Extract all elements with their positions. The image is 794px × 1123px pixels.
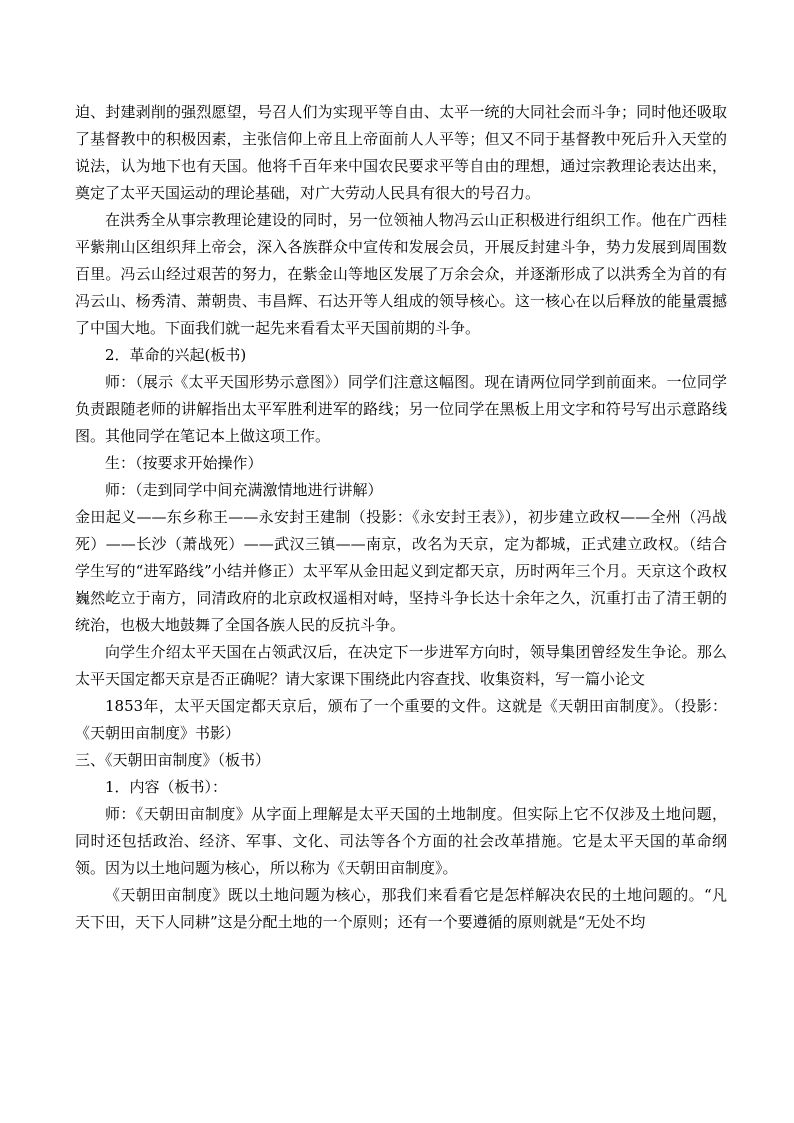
paragraph-2: 在洪秀全从事宗教理论建设的同时，另一位领袖人物冯云山正积极进行组织工作。他在广西桂平紫荆山区组织拜上帝会，深入各族群众中宣传和发展会员，开展反封建斗争，势力发展到周围数百里。冯云山经过艰苦的努力，在紫金山等地区发展了万余会众，并逐渐形成了以洪秀全为首的有冯云山、杨秀清、萧朝贵、韦昌辉、石达开等人组成的领导核心。这一核心在以后释放的能量震撼了中国大地。下面我们就一起先来看看太平天国前期的斗争。: [75, 211, 727, 337]
paragraph-teacher-lecture: 师：（走到同学中间充满激情地进行讲解）: [105, 481, 383, 499]
paragraph-land-principle: 《天朝田亩制度》既以土地问题为核心，那我们来看看它是怎样解决农民的土地问题的。“凡天下田，天下人同耕”这是分配土地的一个原则；还有一个要遵循的原则就是“无处不均: [75, 886, 727, 931]
paragraph-student-action: 生：（按要求开始操作）: [105, 454, 263, 472]
paragraph-march-route: 金田起义——东乡称王——永安封王建制（投影：《永安封王表》），初步建立政权——全州（冯战死）——长沙（萧战死）——武汉三镇——南京，改名为天京，定为都城，正式建立政权。（结合学生写的“进军路线”小结并修正）太平军从金田起义到定都天京，历时两年三个月。天京这个政权巍然屹立于南方，同清政府的北京政权遥相对峙，坚持斗争长达十余年之久，沉重打击了清王朝的统治，也极大地鼓舞了全国各族人民的反抗斗争。: [75, 508, 727, 634]
paragraph-teacher-map: 师：（展示《太平天国形势示意图》）同学们注意这幅图。现在请两位同学到前面来。一位同学负责跟随老师的讲解指出太平军胜利进军的路线；另一位同学在黑板上用文字和符号写出示意路线图。其他同学在笔记本上做这项工作。: [75, 373, 727, 445]
section-heading-land-system: 三、《天朝田亩制度》（板书）: [75, 751, 271, 769]
paragraph-1853: 1853年，太平天国定都天京后，颁布了一个重要的文件。这就是《天朝田亩制度》。（投影：《天朝田亩制度》书影）: [75, 697, 727, 742]
section-heading-revolution-rise: 2．革命的兴起(板书): [105, 346, 247, 364]
paragraph-homework: 向学生介绍太平天国在占领武汉后，在决定下一步进军方向时，领导集团曾经发生争论。那么太平天国定都天京是否正确呢？请大家课下围绕此内容查找、收集资料，写一篇小论文: [75, 643, 727, 688]
paragraph-1: 迫、封建剥削的强烈愿望，号召人们为实现平等自由、太平一统的大同社会而斗争；同时他还吸取了基督教中的积极因素，主张信仰上帝且上帝面前人人平等；但又不同于基督教中死后升入天堂的说法，认为地下也有天国。他将千百年来中国农民要求平等自由的理想，通过宗教理论表达出来，奠定了太平天国运动的理论基础，对广大劳动人民具有很大的号召力。: [75, 103, 727, 202]
subheading-content: 1．内容（板书）：: [105, 778, 228, 796]
paragraph-land-system-explain: 师：《天朝田亩制度》从字面上理解是太平天国的土地制度。但实际上它不仅涉及土地问题，同时还包括政治、经济、军事、文化、司法等各个方面的社会改革措施。它是太平天国的革命纲领。因为以土地问题为核心，所以称为《天朝田亩制度》。: [75, 805, 727, 877]
document-body: [75, 99, 727, 936]
